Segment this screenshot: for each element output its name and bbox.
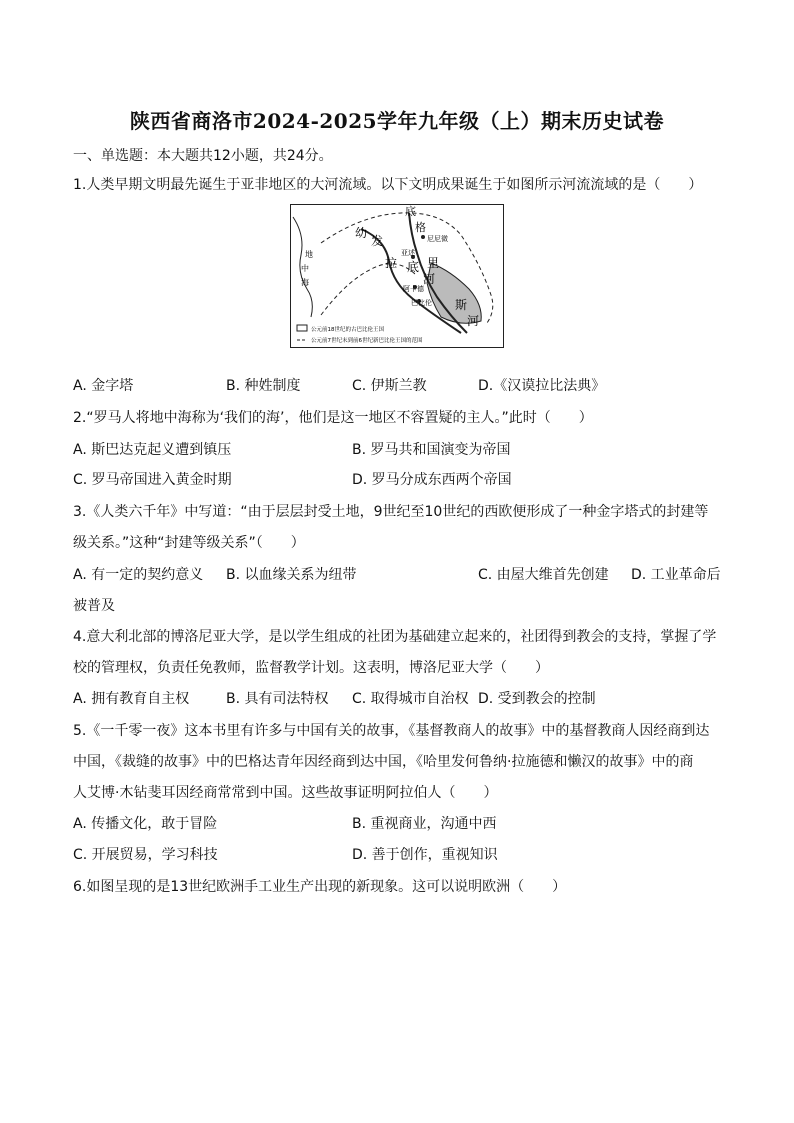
map-figure [291,205,503,347]
option-a: A. 金字塔 [73,378,134,394]
question-5-stem-cont: 人艾博·木钻斐耳因经商常常到中国。这些故事证明阿拉伯人（ ） [73,785,498,801]
map-label: 海 [301,278,309,287]
option-c: C. 取得城市自治权 [352,691,469,707]
option-d: D. 善于创作，重视知识 [352,847,498,863]
option-d: D.《汉谟拉比法典》 [478,378,606,394]
map-label: 亚述 [401,249,415,257]
question-5-stem-cont: 中国，《裁缝的故事》中的巴格达青年因经商到达中国，《哈里发何鲁纳·拉施德和懒汉的故事》中的商 [73,754,694,770]
option-a: A. 拥有教育自主权 [73,691,190,707]
question-5-stem: 5.《一千零一夜》这本书里有许多与中国有关的故事，《基督教商人的故事》中的基督教商人因经商到达 [73,723,710,739]
map-label: 里 [427,256,440,270]
map-label: 巴比伦 [411,299,432,307]
city-nineveh [421,235,425,239]
option-b: B. 重视商业，沟通中西 [352,816,497,832]
option-b: B. 罗马共和国演变为帝国 [352,442,511,458]
section-heading: 一、单选题：本大题共12小题，共24分。 [73,148,333,164]
legend-item: 公元前18世纪的古巴比伦王国 [311,327,384,333]
question-4-stem: 4.意大利北部的博洛尼亚大学，是以学生组成的社团为基础建立起来的，社团得到教会的支持，掌握了学 [73,629,717,645]
option-d: D. 罗马分成东西两个帝国 [352,472,512,488]
option-d: D. 受到教会的控制 [478,691,596,707]
map-label: 河 [423,272,436,286]
map-label: 地 [305,250,313,259]
map-label: 尼尼微 [427,235,448,243]
legend-swatch-old [297,325,307,331]
map-label: 斯 [455,298,468,312]
mesopotamia-map [290,204,504,348]
option-a: A. 有一定的契约意义 [73,567,204,583]
map-label: 拉 [385,256,398,270]
legend-item: 公元前7世纪末到前6世纪新巴比伦王国的范围 [311,338,423,344]
option-a: A. 斯巴达克起义遭到镇压 [73,442,232,458]
page-title: 陕西省商洛市2024-2025学年九年级（上）期末历史试卷 [129,109,665,133]
option-c: C. 开展贸易，学习科技 [73,847,218,863]
question-2-stem: 2.“罗马人将地中海称为‘我们的海’，他们是这一地区不容置疑的主人。”此时（ ） [73,410,593,426]
map-label: 阿卡德 [403,285,424,293]
map-label: 河 [467,314,480,328]
option-c: C. 伊斯兰教 [352,378,427,394]
option-b: B. 具有司法特权 [226,691,329,707]
question-4-stem-cont: 校的管理权，负责任免教师，监督教学计划。这表明，博洛尼亚大学（ ） [73,660,549,676]
map-label: 幼 [355,226,368,240]
option-d-cont: 被普及 [73,598,115,614]
map-label: 发 [371,234,384,248]
question-1-stem: 1.人类早期文明最先诞生于亚非地区的大河流域。以下文明成果诞生于如图所示河流流域的是（ ） [73,177,703,193]
map-label: 格 [415,221,426,234]
question-3-stem: 3.《人类六千年》中写道：“由于层层封受土地，9世纪至10世纪的西欧便形成了一种金字塔式的封建等 [73,504,709,520]
option-c: C. 由屋大维首先创建 [478,567,609,583]
map-label: 中 [301,264,309,273]
map-label: 底 [405,205,416,218]
question-6-stem: 6.如图呈现的是13世纪欧洲手工业生产出现的新现象。这可以说明欧洲（ ） [73,879,567,895]
option-c: C. 罗马帝国进入黄金时期 [73,472,232,488]
option-d: D. 工业革命后 [631,567,721,583]
option-a: A. 传播文化，敢于冒险 [73,816,218,832]
option-b: B. 以血缘关系为纽带 [226,567,357,583]
map-label: 底 [407,260,420,274]
question-3-stem-cont: 级关系。”这种“封建等级关系”（ ） [73,535,305,551]
option-b: B. 种姓制度 [226,378,301,394]
